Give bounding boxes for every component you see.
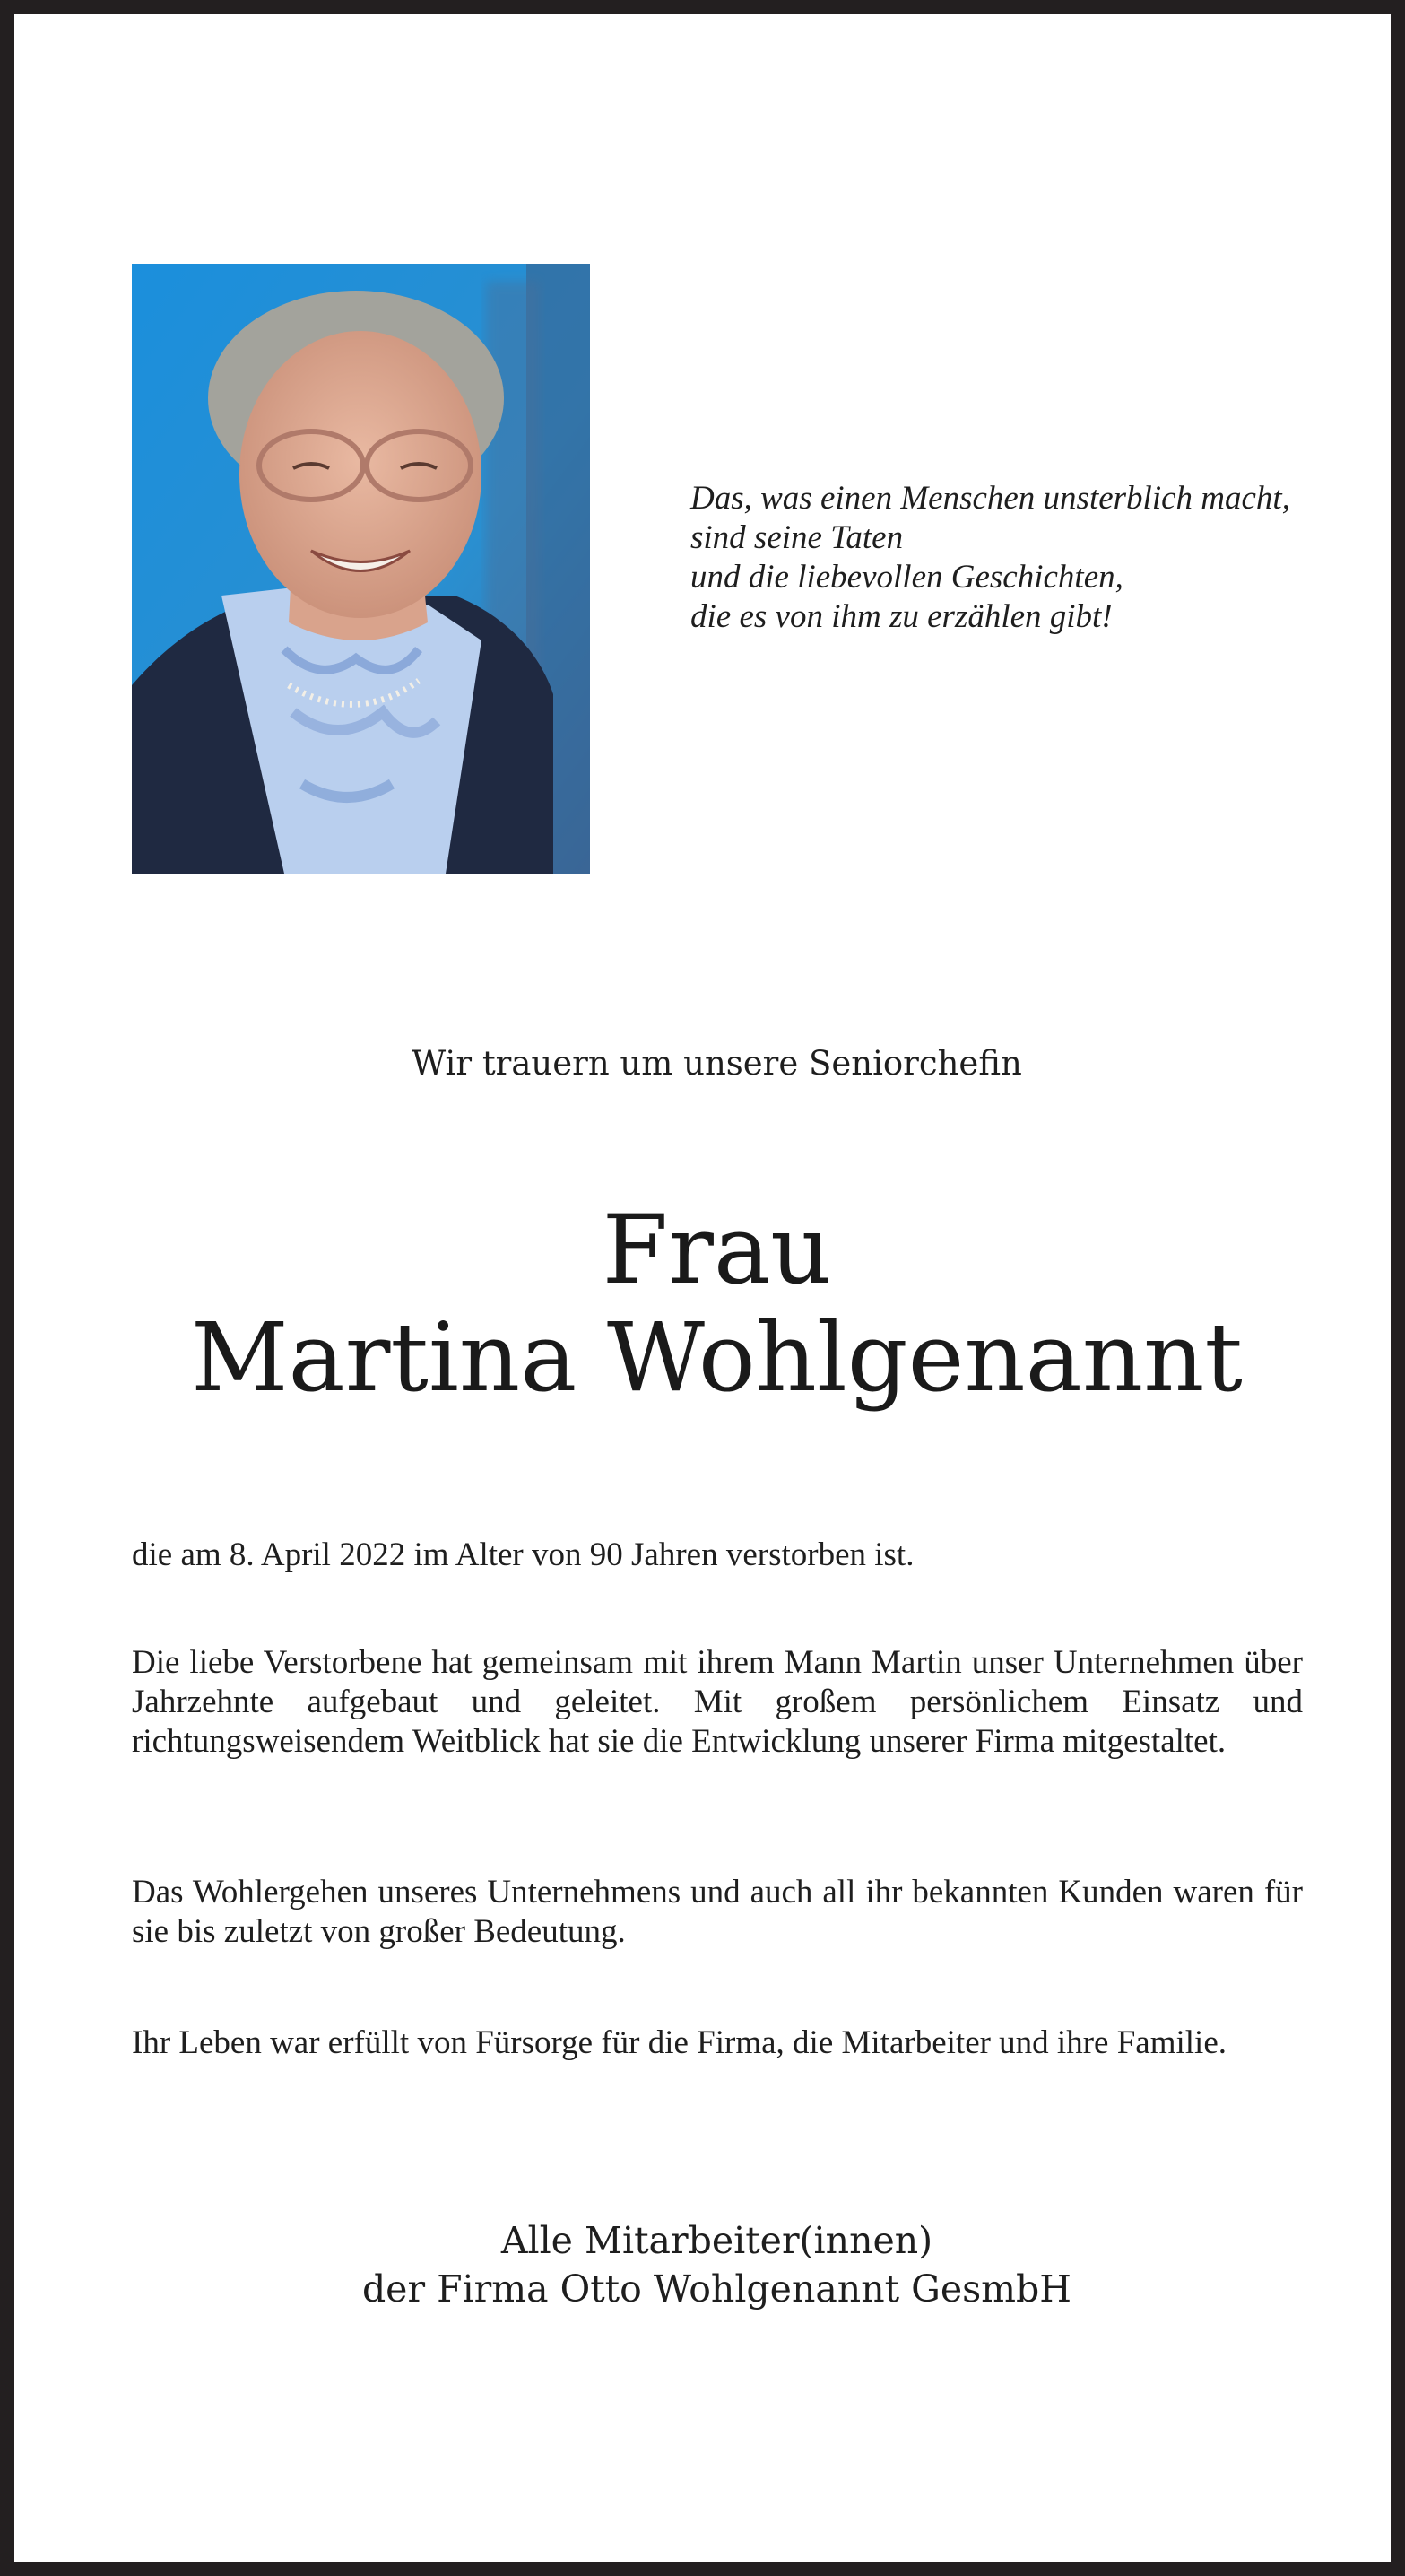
quote-line: sind seine Taten [690,519,904,556]
salutation: Frau [602,1195,832,1305]
tribute-paragraph: Das Wohlergehen unseres Unternehmens und auch all ihr bekannten Kunden waren für sie bis zuletzt von großer Bedeutung. [132,1874,1303,1950]
deceased-name-block [14,1197,1405,1412]
tribute-paragraph: Die liebe Verstorbene hat gemeinsam mit ihrem Mann Martin unser Unternehmen über Jahrzehnte aufgebaut und geleitet. Mit großem persönlichem Einsatz und richtungsweisendem Weitblick hat sie die Entwicklung unserer Firma mitgestaltet. [132,1644,1303,1760]
quote-line: und die liebevollen Geschichten, [690,559,1123,596]
quote-line: Das, was einen Menschen unsterblich macht, [690,480,1290,517]
tribute-paragraph: Ihr Leben war erfüllt von Fürsorge für die Firma, die Mitarbeiter und ihre Familie. [132,2024,1227,2061]
signature-line: Alle Mitarbeiter(innen) [500,2219,933,2262]
signature-line: der Firma Otto Wohlgenannt GesmbH [361,2267,1072,2311]
death-date-paragraph: die am 8. April 2022 im Alter von 90 Jahren verstorben ist. [132,1536,915,1573]
portrait-photo [132,264,590,874]
mourning-intro: Wir trauern um unsere Seniorchefin [412,1044,1022,1083]
portrait-illustration [132,264,590,874]
quote-line: die es von ihm zu erzählen gibt! [690,598,1113,635]
memorial-quote [690,479,1336,637]
signature-block [14,2216,1405,2313]
deceased-name: Martina Wohlgenannt [191,1302,1243,1413]
